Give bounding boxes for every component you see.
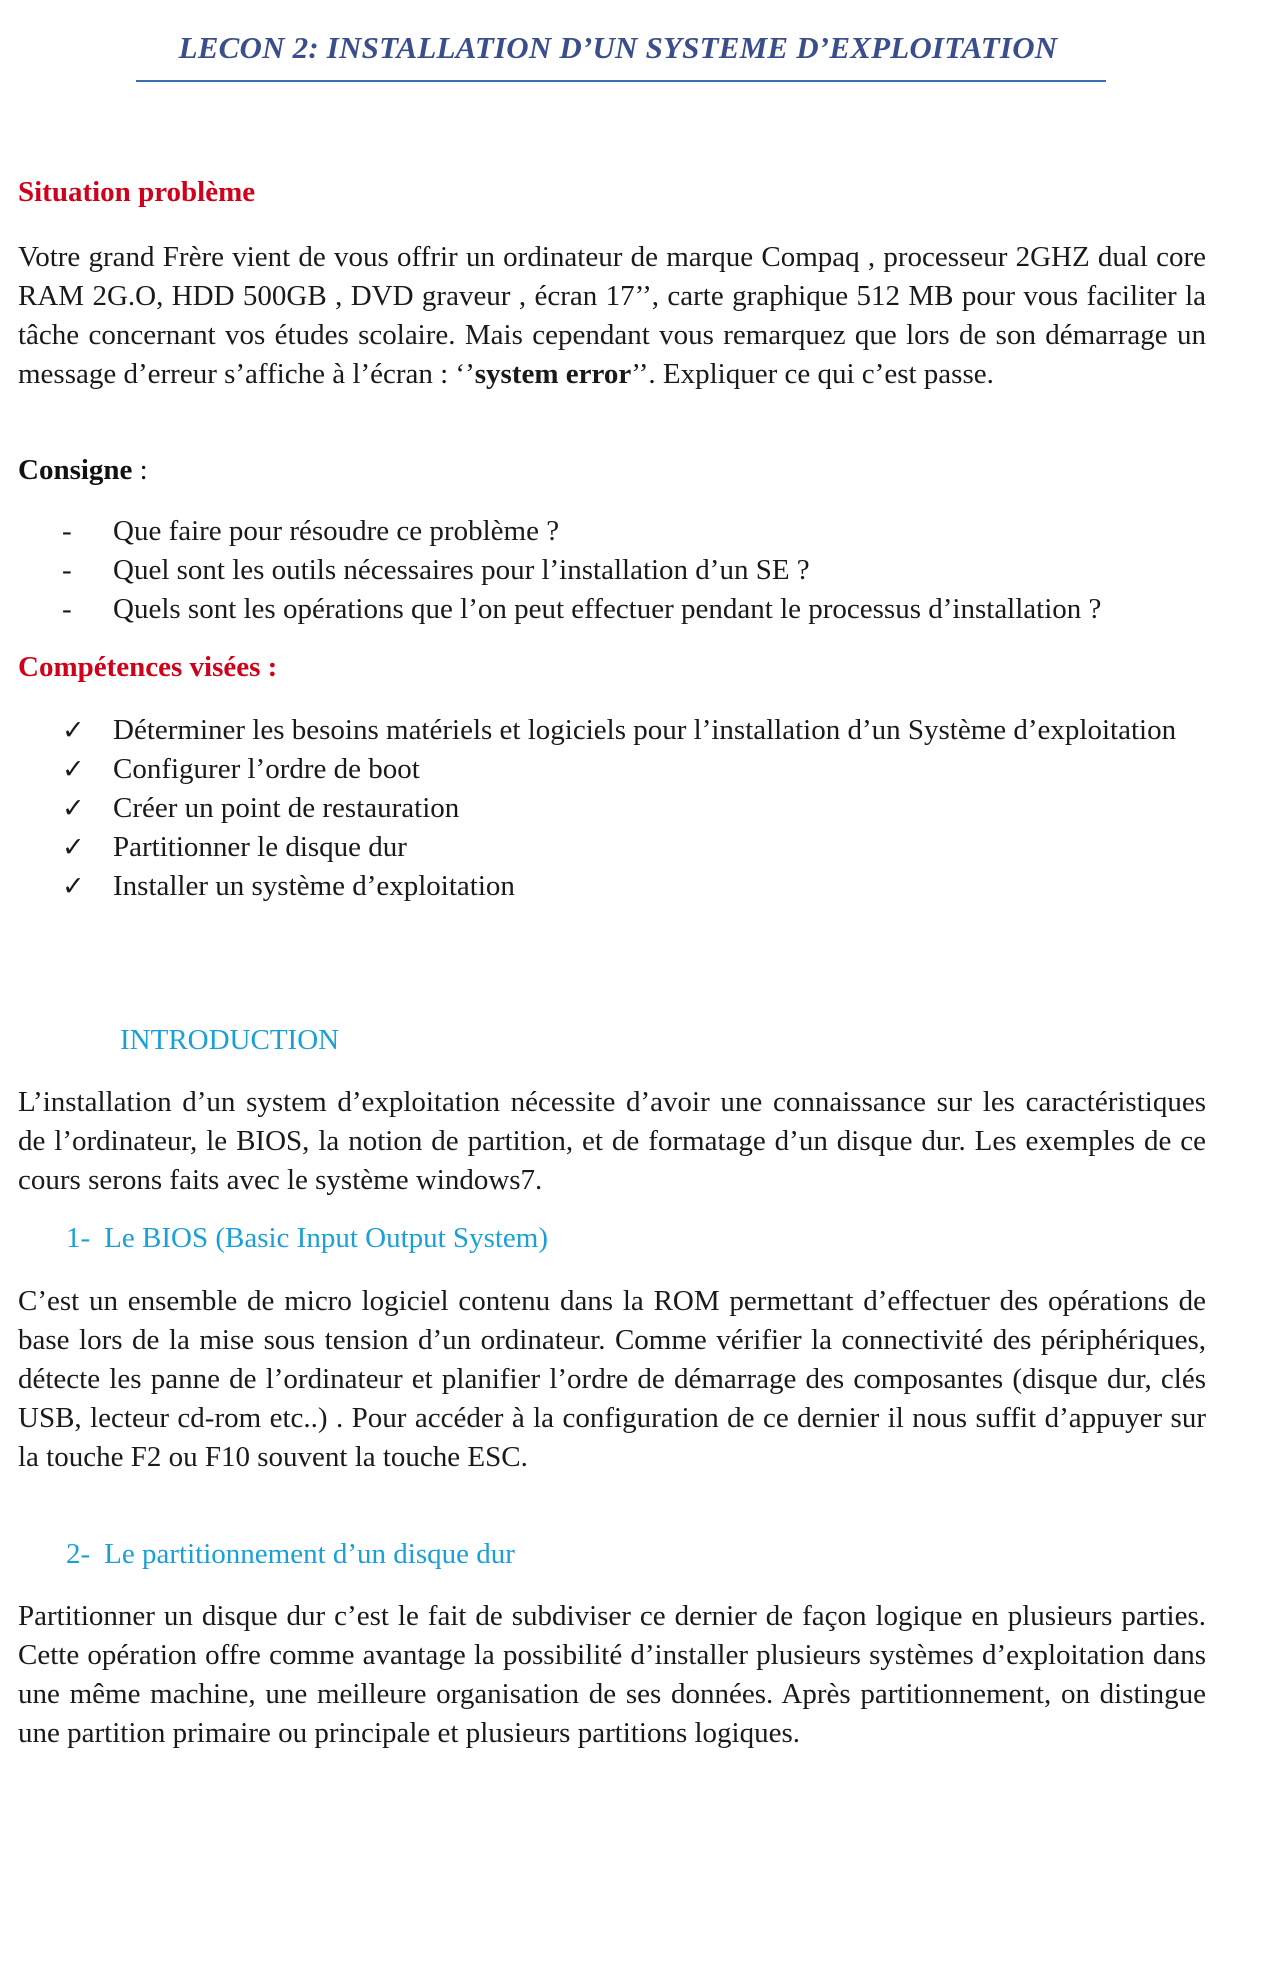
- list-item: [18, 750, 1206, 789]
- list-item: [18, 789, 1206, 828]
- competences-heading: Compétences visées :: [18, 651, 278, 683]
- check-icon: ✓: [62, 715, 85, 746]
- check-icon: ✓: [62, 793, 85, 824]
- list-item-text: Configurer l’ordre de boot: [113, 753, 420, 785]
- lesson-title: LECON 2: INSTALLATION D’UN SYSTEME D’EXPLOITATION: [178, 30, 1058, 65]
- list-item-text: Déterminer les besoins matériels et logiciels pour l’installation d’un Système d’exploitation: [113, 714, 1177, 746]
- check-icon: ✓: [62, 754, 85, 785]
- consigne-heading-bold: Consigne: [18, 454, 133, 486]
- situation-text-after: ’’. Expliquer ce qui c’est passe.: [631, 358, 994, 390]
- dash-marker: -: [62, 593, 72, 625]
- situation-text-before: Votre grand Frère vient de vous offrir un ordinateur de marque Compaq , processeur 2GHZ dual core RAM 2G.O, HDD 500GB , DVD graveur , écran 17’’, carte graphique 512 MB pour vous faciliter la tâche concernant vos études scolaire. Mais cependant vous remarquez que lors de son démarrage un message d’erreur s’affiche à l’écran : ‘’: [18, 241, 1206, 390]
- situation-heading: Situation problème: [18, 176, 256, 208]
- check-icon: ✓: [62, 871, 85, 902]
- bios-heading: [66, 1222, 548, 1255]
- list-item: [18, 867, 1206, 906]
- consigne-heading: [18, 454, 148, 487]
- list-item-text: Partitionner le disque dur: [113, 831, 407, 863]
- bios-heading-number: 1-: [66, 1222, 91, 1254]
- list-item: [18, 512, 1206, 551]
- consigne-heading-rest: :: [132, 454, 148, 486]
- partition-heading: [66, 1538, 515, 1571]
- list-item-text: Installer un système d’exploitation: [113, 870, 515, 902]
- list-item: [18, 711, 1206, 750]
- list-item: [18, 828, 1206, 867]
- dash-marker: -: [62, 554, 72, 586]
- list-item-text: Créer un point de restauration: [113, 792, 460, 824]
- competences-list: [18, 711, 1206, 906]
- title-underline: [136, 80, 1106, 82]
- partition-heading-text: Le partitionnement d’un disque dur: [104, 1538, 515, 1570]
- consigne-list: [18, 512, 1206, 629]
- list-item: [18, 590, 1206, 629]
- partition-paragraph: Partitionner un disque dur c’est le fait de subdiviser ce dernier de façon logique en plusieurs parties. Cette opération offre comme avantage la possibilité d’installer plusieurs systèmes d’exploitation dans une même machine, une meilleure organisation de ses données. Après partitionnement, on distingue une partition primaire ou principale et plusieurs partitions logiques.: [18, 1600, 1206, 1749]
- list-item-text: Que faire pour résoudre ce problème ?: [113, 515, 560, 547]
- bios-heading-text: Le BIOS (Basic Input Output System): [104, 1222, 548, 1254]
- dash-marker: -: [62, 515, 72, 547]
- list-item: [18, 551, 1206, 590]
- list-item-text: Quel sont les outils nécessaires pour l’installation d’un SE ?: [113, 554, 810, 586]
- introduction-heading: INTRODUCTION: [120, 1024, 340, 1056]
- situation-text-bold: system error: [474, 358, 632, 390]
- list-item-text: Quels sont les opérations que l’on peut effectuer pendant le processus d’installation ?: [113, 593, 1102, 625]
- partition-heading-number: 2-: [66, 1538, 91, 1570]
- bios-paragraph: C’est un ensemble de micro logiciel contenu dans la ROM permettant d’effectuer des opérations de base lors de la mise sous tension d’un ordinateur. Comme vérifier la connectivité des périphériques, détecte les panne de l’ordinateur et planifier l’ordre de démarrage des composantes (disque dur, clés USB, lecteur cd-rom etc..) . Pour accéder à la configuration de ce dernier il nous suffit d’appuyer sur la touche F2 ou F10 souvent la touche ESC.: [18, 1285, 1206, 1473]
- situation-paragraph: [18, 238, 1206, 394]
- introduction-paragraph: L’installation d’un system d’exploitation nécessite d’avoir une connaissance sur les caractéristiques de l’ordinateur, le BIOS, la notion de partition, et de formatage d’un disque dur. Les exemples de ce cours serons faits avec le système windows7.: [18, 1086, 1206, 1196]
- check-icon: ✓: [62, 832, 85, 863]
